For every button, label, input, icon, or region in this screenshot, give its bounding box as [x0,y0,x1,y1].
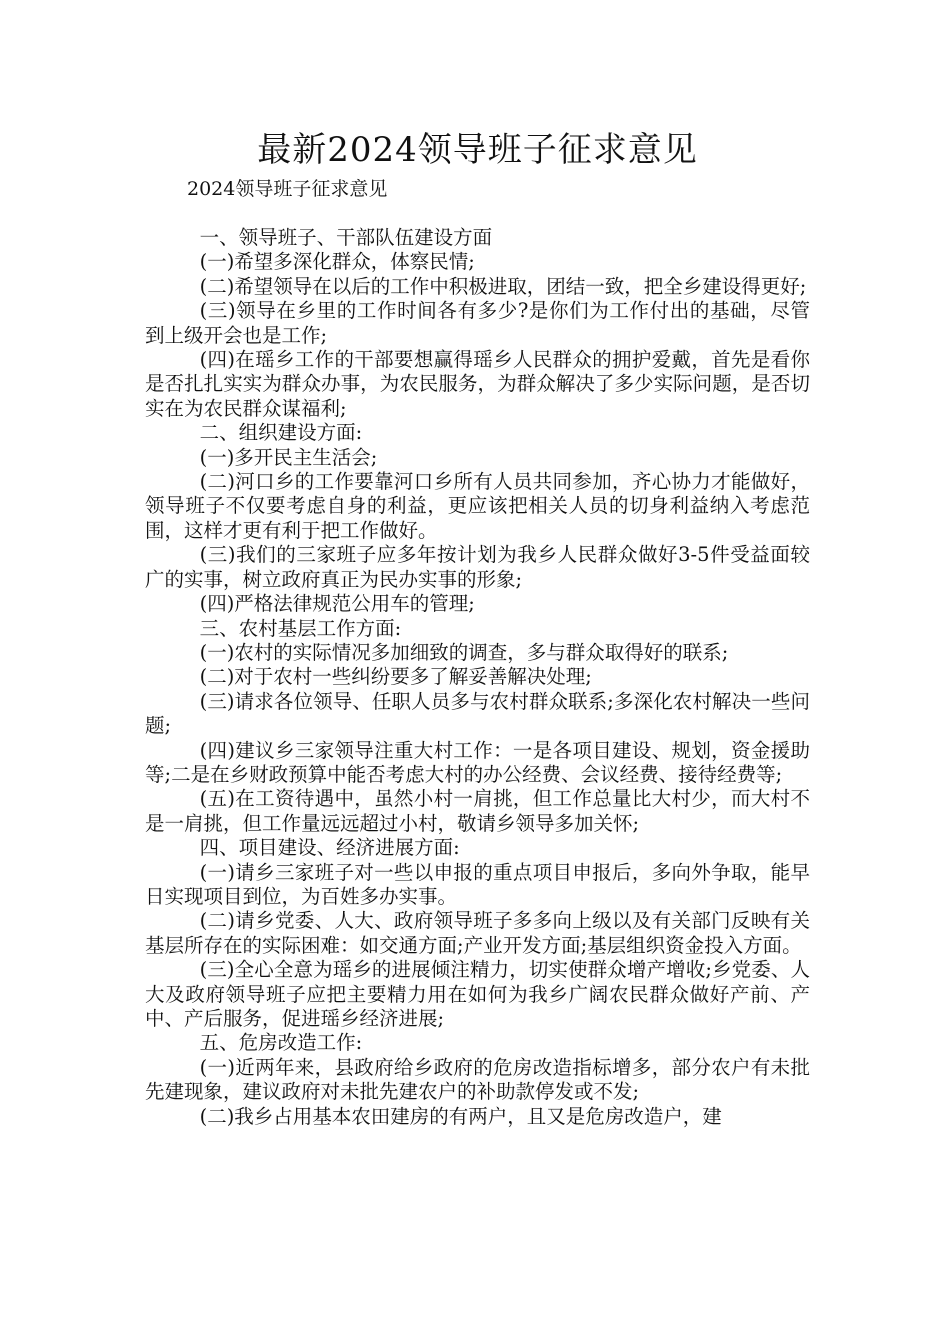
paragraph: (三)全心全意为瑶乡的进展倾注精力，切实使群众增产增收;乡党委、人大及政府领导班子应把主要精力用在如何为我乡广阔农民群众做好产前、产中、产后服务，促进瑶乡经济进展; [145,958,810,1030]
paragraph: (一)希望多深化群众，体察民情; [199,250,475,274]
paragraph: (一)农村的实际情况多加细致的调查，多与群众取得好的联系; [199,640,729,664]
paragraph: (二)对于农村一些纠纷要多了解妥善解决处理; [199,665,592,689]
paragraph: (二)请乡党委、人大、政府领导班子多多向上级以及有关部门反映有关基层所存在的实际困难：如交通方面;产业开发方面;基层组织资金投入方面。 [145,909,810,957]
document-body [145,226,810,1129]
paragraph: (三)请求各位领导、任职人员多与农村群众联系;多深化农村解决一些问题; [145,689,810,738]
paragraph: (一)请乡三家班子对一些以申报的重点项目申报后，多向外争取，能早日实现项目到位，为百姓多办实事。 [145,860,810,908]
paragraph: (一)近两年来，县政府给乡政府的危房改造指标增多，部分农户有未批先建现象，建议政府对未批先建农户的补助款停发或不发; [145,1055,810,1104]
document-page [145,128,810,1129]
paragraph: 一、领导班子、干部队伍建设方面 [199,226,493,249]
paragraph: 二、组织建设方面: [199,421,363,445]
paragraph: (二)河口乡的工作要靠河口乡所有人员共同参加，齐心协力才能做好，领导班子不仅要考虑自身的利益，更应该把相关人员的切身利益纳入考虑范围，这样才更有利于把工作做好。 [145,470,810,542]
paragraph: (四)在瑶乡工作的干部要想赢得瑶乡人民群众的拥护爱戴，首先是看你是否扎扎实实为群众办事，为农民服务，为群众解决了多少实际问题，是否切实在为农民群众谋福利; [145,348,810,420]
paragraph: (二)我乡占用基本农田建房的有两户，且又是危房改造户，建 [199,1104,722,1128]
paragraph: (二)希望领导在以后的工作中积极进取，团结一致，把全乡建设得更好; [199,274,807,298]
paragraph: (三)领导在乡里的工作时间各有多少?是你们为工作付出的基础，尽管到上级开会也是工作; [145,299,810,347]
paragraph: (四)严格法律规范公用车的管理; [199,592,475,616]
paragraph: (四)建议乡三家领导注重大村工作：一是各项目建设、规划，资金援助等;二是在乡财政预算中能否考虑大村的办公经费、会议经费、接待经费等; [145,738,810,786]
paragraph: 五、危房改造工作: [199,1031,363,1055]
document-title: 最新2024领导班子征求意见 [257,130,698,170]
paragraph: (三)我们的三家班子应多年按计划为我乡人民群众做好3-5件受益面较广的实事，树立政府真正为民办实事的形象; [145,543,810,591]
document-subtitle: 2024领导班子征求意见 [187,178,388,200]
paragraph: 三、农村基层工作方面: [199,616,402,640]
paragraph: (一)多开民主生活会; [199,445,378,469]
paragraph: (五)在工资待遇中，虽然小村一肩挑，但工作总量比大村少，而大村不是一肩挑，但工作量远远超过小村，敬请乡领导多加关怀; [145,787,810,835]
paragraph: 四、项目建设、经济进展方面: [199,836,460,860]
